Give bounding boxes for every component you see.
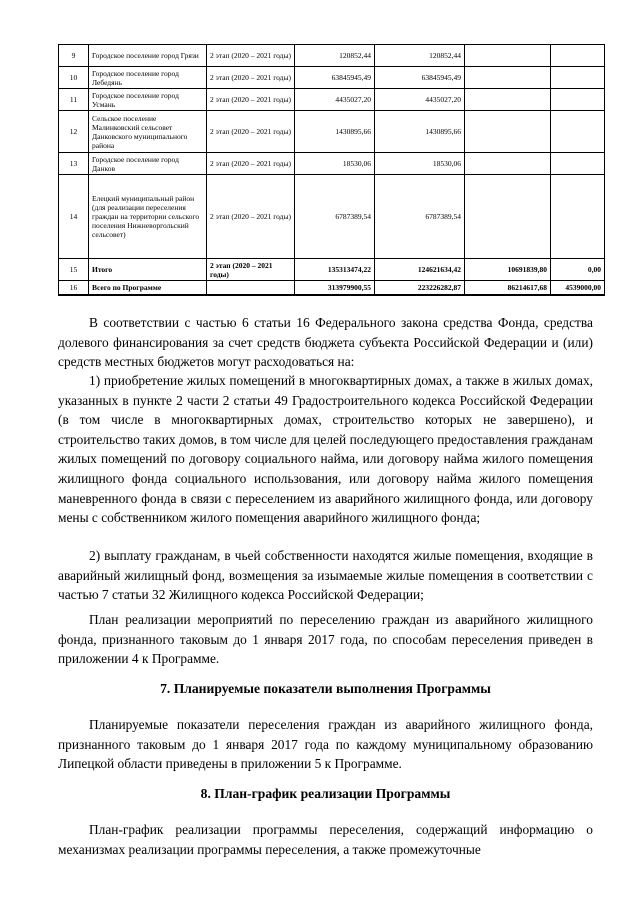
paragraph-funds-usage: В соответствии с частью 6 статьи 16 Федерального закона средства Фонда, средства долевого финансирования за счет средств бюджета субъекта Российской Федерации и (или) средств местных бюджетов могут расходоваться на: — [58, 315, 593, 370]
cell-local — [551, 89, 605, 111]
cell-region: 86214617,68 — [465, 281, 551, 295]
cell-name: Елецкий муниципальный район (для реализации переселения граждан на территории сельского поселения Нижневоргольский сельсовет) — [89, 175, 207, 259]
cell-total: 313979900,55 — [295, 281, 375, 295]
cell-total: 18530,06 — [295, 153, 375, 175]
cell-total: 63845945,49 — [295, 67, 375, 89]
program-financing-table — [58, 44, 605, 296]
cell-total: 1430895,66 — [295, 111, 375, 153]
cell-region — [465, 45, 551, 67]
cell-name: Всего по Программе — [89, 281, 207, 295]
cell-local: 4539000,00 — [551, 281, 605, 295]
table-row — [59, 153, 605, 175]
cell-region — [465, 67, 551, 89]
cell-stage — [207, 281, 295, 295]
cell-local — [551, 175, 605, 259]
cell-num: 14 — [59, 175, 89, 259]
table-row — [59, 175, 605, 259]
cell-total: 135313474,22 — [295, 259, 375, 281]
cell-region — [465, 153, 551, 175]
cell-total: 120852,44 — [295, 45, 375, 67]
cell-name: Городское поселение город Усмань — [89, 89, 207, 111]
cell-fund: 4435027,20 — [375, 89, 465, 111]
cell-num: 10 — [59, 67, 89, 89]
cell-fund: 1430895,66 — [375, 111, 465, 153]
paragraph-schedule: План-график реализации программы переселения, содержащий информацию о механизмах реализации программы переселения, а также промежуточные — [58, 822, 593, 857]
paragraph-item-2: 2) выплату гражданам, в чьей собственности находятся жилые помещения, входящие в аварийный жилищный фонд, возмещения за изымаемые жилые помещения в соответствии с частью 7 статьи 32 Жилищного кодекса Российской Федерации; — [58, 548, 593, 603]
cell-local — [551, 111, 605, 153]
cell-fund: 63845945,49 — [375, 67, 465, 89]
table-row — [59, 111, 605, 153]
cell-num: 15 — [59, 259, 89, 281]
cell-num: 11 — [59, 89, 89, 111]
cell-fund: 124621634,42 — [375, 259, 465, 281]
cell-fund: 223226282,87 — [375, 281, 465, 295]
cell-total: 6787389,54 — [295, 175, 375, 259]
cell-stage: 2 этап (2020 – 2021 годы) — [207, 45, 295, 67]
cell-num: 13 — [59, 153, 89, 175]
table-row — [59, 89, 605, 111]
cell-fund: 6787389,54 — [375, 175, 465, 259]
cell-stage: 2 этап (2020 – 2021 годы) — [207, 153, 295, 175]
cell-name: Городское поселение город Данков — [89, 153, 207, 175]
cell-region — [465, 175, 551, 259]
cell-stage: 2 этап (2020 – 2021 годы) — [207, 259, 295, 281]
cell-local — [551, 45, 605, 67]
table-row — [59, 281, 605, 295]
cell-stage: 2 этап (2020 – 2021 годы) — [207, 111, 295, 153]
table-row — [59, 259, 605, 281]
cell-region — [465, 89, 551, 111]
cell-region: 10691839,80 — [465, 259, 551, 281]
cell-total: 4435027,20 — [295, 89, 375, 111]
section-7-heading: 7. Планируемые показатели выполнения Программы — [160, 681, 491, 696]
cell-stage: 2 этап (2020 – 2021 годы) — [207, 67, 295, 89]
cell-local: 0,00 — [551, 259, 605, 281]
paragraph-plan: План реализации мероприятий по переселению граждан из аварийного жилищного фонда, признанного таковым до 1 января 2017 года, по способам переселения приведен в приложении 4 к Программе. — [58, 612, 593, 667]
cell-region — [465, 111, 551, 153]
table-row — [59, 45, 605, 67]
paragraph-indicators: Планируемые показатели переселения граждан из аварийного жилищного фонда, признанного таковым до 1 января 2017 года по каждому муниципальному образованию Липецкой области приведены в приложении 5 к Программе. — [58, 717, 593, 772]
table-row — [59, 67, 605, 89]
cell-name: Городское поселение город Грязи — [89, 45, 207, 67]
cell-num: 12 — [59, 111, 89, 153]
cell-name: Сельское поселение Малинковский сельсовет Данковского муниципального района — [89, 111, 207, 153]
cell-num: 9 — [59, 45, 89, 67]
table-body — [59, 45, 605, 295]
cell-local — [551, 153, 605, 175]
cell-stage: 2 этап (2020 – 2021 годы) — [207, 175, 295, 259]
cell-stage: 2 этап (2020 – 2021 годы) — [207, 89, 295, 111]
cell-name: Городское поселение город Лебедянь — [89, 67, 207, 89]
cell-name: Итого — [89, 259, 207, 281]
paragraph-item-1: 1) приобретение жилых помещений в многоквартирных домах, а также в жилых домах, указанных в пункте 2 части 2 статьи 49 Градостроительного кодекса Российской Федерации (в том числе в многоквартирных домах, строительство которых не завершено), и строительство таких домов, в том числе для целей последующего предоставления гражданам жилых помещений по договору социального найма, или договору найма жилого помещения жилищного фонда социального использования, или договору найма жилого помещения маневренного фонда в связи с переселением из аварийного жилищного фонда, или договору мены с собственником жилого помещения аварийного жилищного фонда; — [58, 373, 593, 526]
cell-fund: 18530,06 — [375, 153, 465, 175]
cell-num: 16 — [59, 281, 89, 295]
section-8-heading: 8. План-график реализации Программы — [200, 786, 451, 801]
cell-fund: 120852,44 — [375, 45, 465, 67]
cell-local — [551, 67, 605, 89]
